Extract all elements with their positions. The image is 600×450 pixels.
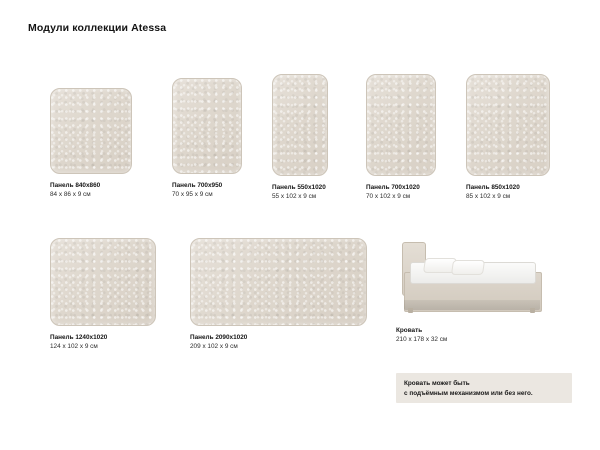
note-line-2: с подъёмным механизмом или без него. <box>404 389 533 397</box>
bed-illustration <box>396 238 548 324</box>
bed-pillow <box>451 260 485 275</box>
module-labels <box>50 181 140 200</box>
module-dimensions: 70 x 102 x 9 см <box>366 193 411 201</box>
module-dimensions: 70 x 95 x 9 см <box>172 191 213 199</box>
module-item-bed[interactable] <box>396 238 556 345</box>
panel-swatch <box>50 88 132 174</box>
panel-swatch <box>50 238 156 326</box>
module-labels <box>272 183 362 202</box>
module-item-panel-700x950[interactable] <box>172 78 262 200</box>
module-item-panel-550x1020[interactable] <box>272 74 362 202</box>
module-dimensions: 84 x 86 x 9 см <box>50 191 91 199</box>
panel-swatch <box>466 74 550 176</box>
module-name: Панель 700х950 <box>172 182 223 189</box>
module-item-panel-1240x1020[interactable] <box>50 238 160 352</box>
module-item-panel-700x1020[interactable] <box>366 74 456 202</box>
module-name: Панель 840х860 <box>50 182 101 189</box>
panel-swatch <box>190 238 367 326</box>
page-title: Модули коллекции Atessa <box>28 22 167 34</box>
module-dimensions: 124 x 102 x 9 см <box>50 343 98 351</box>
module-labels <box>366 183 456 202</box>
panel-swatch <box>272 74 328 176</box>
module-dimensions: 55 x 102 x 9 см <box>272 193 317 201</box>
module-item-panel-840x860[interactable] <box>50 88 140 200</box>
module-item-panel-2090x1020[interactable] <box>190 238 370 352</box>
bed-leg <box>408 308 413 313</box>
module-name: Панель 850х1020 <box>466 184 520 191</box>
module-dimensions: 209 x 102 x 9 см <box>190 343 238 351</box>
module-item-panel-850x1020[interactable] <box>466 74 556 202</box>
module-name: Панель 550х1020 <box>272 184 326 191</box>
module-labels <box>50 333 160 352</box>
bed-leg <box>530 308 535 313</box>
module-name: Кровать <box>396 327 423 334</box>
bed-base-shadow <box>404 300 540 310</box>
module-labels <box>190 333 370 352</box>
module-name: Панель 700х1020 <box>366 184 420 191</box>
module-labels <box>466 183 556 202</box>
module-dimensions: 210 x 178 x 32 см <box>396 336 448 344</box>
panel-swatch <box>366 74 436 176</box>
panel-swatch <box>172 78 242 174</box>
module-labels <box>172 181 262 200</box>
module-dimensions: 85 x 102 x 9 см <box>466 193 511 201</box>
module-name: Панель 1240х1020 <box>50 334 108 341</box>
note-line-1: Кровать может быть <box>404 380 470 387</box>
module-name: Панель 2090х1020 <box>190 334 248 341</box>
module-labels <box>396 326 556 345</box>
bed-note <box>396 373 572 403</box>
